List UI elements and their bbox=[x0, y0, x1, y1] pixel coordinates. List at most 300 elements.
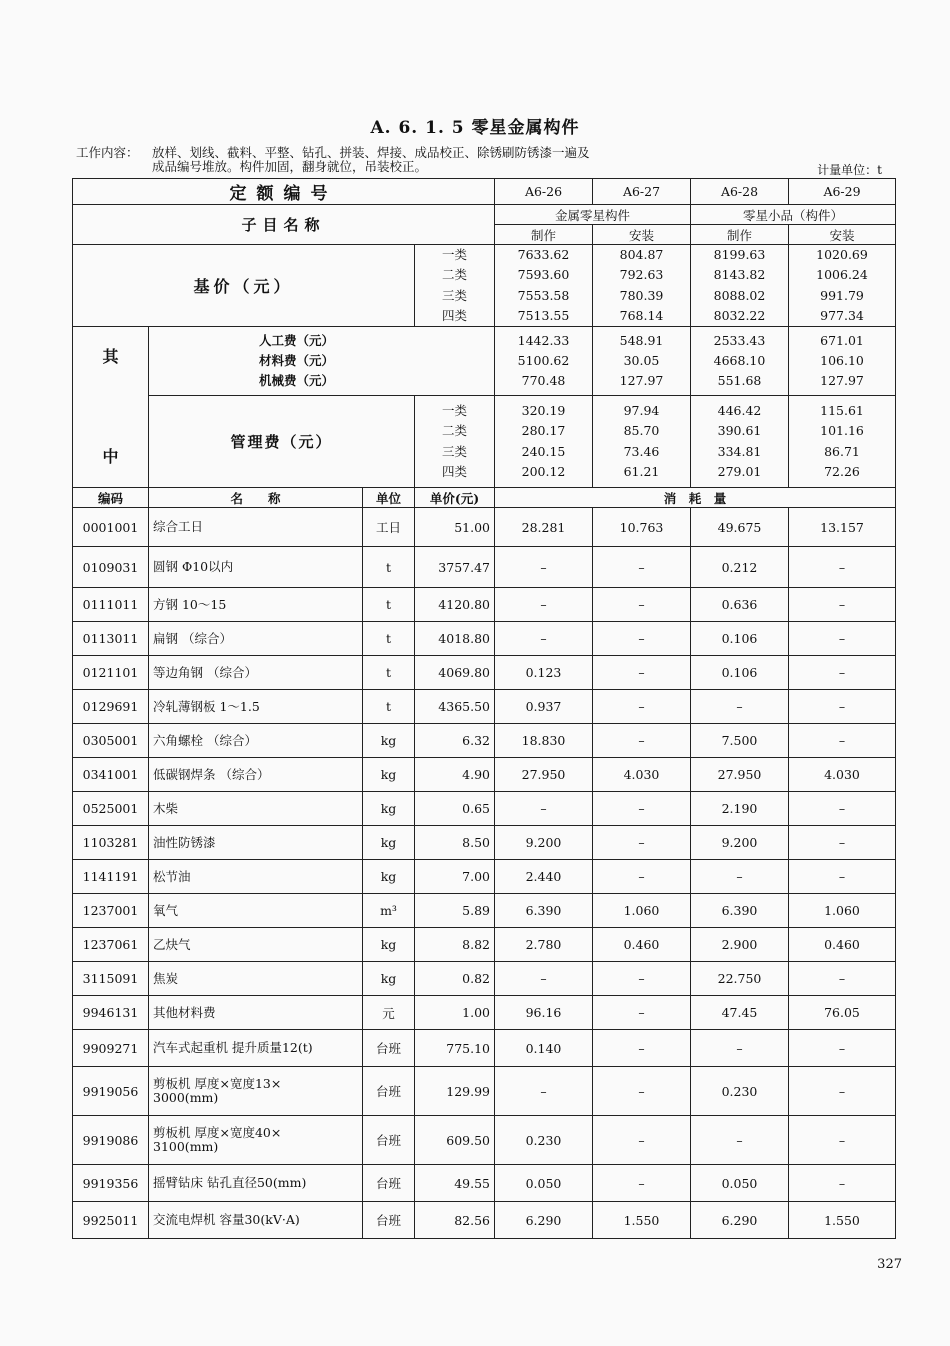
section-title: A. 6. 1. 5 零星金属构件 bbox=[370, 118, 580, 138]
item-name-text: 低碳钢焊条 （综合） bbox=[153, 766, 270, 782]
item-name bbox=[149, 588, 363, 622]
consumption-value: 2.440 bbox=[495, 860, 593, 894]
consumption-value: – bbox=[789, 547, 896, 588]
item-price: 5.89 bbox=[415, 894, 495, 928]
item-name-text: 油性防锈漆 bbox=[153, 834, 216, 850]
sub-header: 制作 bbox=[495, 225, 593, 245]
item-name-text: 交流电焊机 容量30(kV·A) bbox=[153, 1212, 300, 1228]
consumption-value: – bbox=[495, 588, 593, 622]
quota-table bbox=[72, 178, 896, 1239]
consumption-value: – bbox=[495, 962, 593, 996]
fee-value: 770.48 bbox=[521, 373, 566, 389]
item-code: 0121101 bbox=[73, 656, 149, 690]
table-row bbox=[73, 547, 896, 588]
consumption-value: – bbox=[593, 588, 691, 622]
item-unit: t bbox=[363, 547, 415, 588]
class-label: 一类 bbox=[441, 403, 467, 419]
mgmt-fee-value: 200.12 bbox=[521, 464, 566, 480]
item-unit: 台班 bbox=[363, 1202, 415, 1239]
consumption-value: – bbox=[789, 860, 896, 894]
mgmt-fee-value: 446.42 bbox=[717, 403, 762, 419]
sub-header: 安装 bbox=[593, 225, 691, 245]
mgmt-fee-values bbox=[789, 396, 896, 488]
consumption-value: 13.157 bbox=[789, 508, 896, 547]
item-name bbox=[149, 656, 363, 690]
table-row bbox=[73, 894, 896, 928]
item-unit: 台班 bbox=[363, 1030, 415, 1067]
consumption-value: – bbox=[691, 1030, 789, 1067]
item-unit: kg bbox=[363, 758, 415, 792]
consumption-value: – bbox=[789, 588, 896, 622]
consumption-value: – bbox=[789, 656, 896, 690]
mgmt-fee-values bbox=[691, 396, 789, 488]
consumption-value: – bbox=[495, 622, 593, 656]
consumption-value: 27.950 bbox=[495, 758, 593, 792]
class-list bbox=[415, 245, 495, 327]
item-unit: 台班 bbox=[363, 1067, 415, 1116]
fee-value: 106.10 bbox=[820, 353, 864, 369]
item-name-text: 摇臂钻床 钻孔直径50(mm) bbox=[153, 1175, 307, 1191]
consumption-value: – bbox=[495, 547, 593, 588]
item-code: 1141191 bbox=[73, 860, 149, 894]
measure-unit: 计量单位：t bbox=[817, 163, 882, 177]
item-code: 0305001 bbox=[73, 724, 149, 758]
consumption-value: 6.290 bbox=[495, 1202, 593, 1239]
fee-value: 5100.62 bbox=[517, 353, 570, 369]
base-price-values bbox=[789, 245, 896, 327]
base-price-value: 780.39 bbox=[619, 287, 664, 303]
fee-value: 30.05 bbox=[623, 353, 660, 369]
table-row bbox=[73, 245, 896, 327]
item-name bbox=[149, 758, 363, 792]
fee-value: 671.01 bbox=[820, 332, 864, 348]
consumption-value: – bbox=[691, 1116, 789, 1165]
table-row bbox=[73, 792, 896, 826]
item-price: 775.10 bbox=[415, 1030, 495, 1067]
item-code: 0111011 bbox=[73, 588, 149, 622]
consumption-value: 1.060 bbox=[593, 894, 691, 928]
item-name-text: 松节油 bbox=[153, 868, 191, 884]
table-row bbox=[73, 396, 896, 488]
consumption-value: 96.16 bbox=[495, 996, 593, 1030]
item-code: 9919356 bbox=[73, 1165, 149, 1202]
item-price: 4120.80 bbox=[415, 588, 495, 622]
consumption-value: 49.675 bbox=[691, 508, 789, 547]
mgmt-fee-value: 280.17 bbox=[521, 423, 566, 439]
consumption-value: – bbox=[789, 792, 896, 826]
fee-names bbox=[149, 327, 495, 396]
consumption-value: 0.123 bbox=[495, 656, 593, 690]
table-row bbox=[73, 205, 896, 225]
base-price-value: 8199.63 bbox=[713, 247, 766, 262]
item-unit: 元 bbox=[363, 996, 415, 1030]
item-code: 0113011 bbox=[73, 622, 149, 656]
consumption-value: – bbox=[593, 547, 691, 588]
item-name-text: 方钢 10～15 bbox=[153, 596, 227, 612]
class-label: 四类 bbox=[441, 307, 467, 323]
table-row bbox=[73, 928, 896, 962]
item-unit: 台班 bbox=[363, 1165, 415, 1202]
item-name bbox=[149, 1116, 363, 1165]
col-unit-header: 单位 bbox=[363, 488, 415, 508]
item-price: 4018.80 bbox=[415, 622, 495, 656]
item-price: 4.90 bbox=[415, 758, 495, 792]
consumption-value: – bbox=[789, 962, 896, 996]
item-name-text: 汽车式起重机 提升质量12(t) bbox=[153, 1040, 313, 1056]
item-code: 1103281 bbox=[73, 826, 149, 860]
item-name bbox=[149, 1202, 363, 1239]
table-row bbox=[73, 996, 896, 1030]
base-price-label: 基价（元） bbox=[73, 245, 415, 327]
item-code: 3115091 bbox=[73, 962, 149, 996]
item-price: 129.99 bbox=[415, 1067, 495, 1116]
consumption-value: 22.750 bbox=[691, 962, 789, 996]
consumption-value: – bbox=[593, 656, 691, 690]
quota-number-header: 定额编号 bbox=[73, 179, 495, 205]
item-name bbox=[149, 860, 363, 894]
table-row bbox=[73, 690, 896, 724]
base-price-value: 1006.24 bbox=[816, 267, 868, 283]
quota-code: A6-29 bbox=[789, 179, 896, 205]
of-which-char-1: 其 bbox=[102, 347, 119, 367]
item-name-text: 剪板机 厚度×宽度40× bbox=[153, 1125, 282, 1141]
consumption-value: – bbox=[691, 690, 789, 724]
item-name bbox=[149, 508, 363, 547]
item-unit: kg bbox=[363, 860, 415, 894]
item-code: 9909271 bbox=[73, 1030, 149, 1067]
consumption-value: – bbox=[789, 622, 896, 656]
table-row bbox=[73, 488, 896, 508]
mgmt-fee-value: 115.61 bbox=[820, 403, 864, 419]
item-name-text: 扁钢 （综合） bbox=[153, 630, 232, 646]
item-price: 3757.47 bbox=[415, 547, 495, 588]
item-price: 8.82 bbox=[415, 928, 495, 962]
consumption-value: – bbox=[789, 1067, 896, 1116]
consumption-value: 10.763 bbox=[593, 508, 691, 547]
item-name-text: 六角螺栓 （综合） bbox=[153, 732, 257, 748]
consumption-value: 2.780 bbox=[495, 928, 593, 962]
quota-code: A6-26 bbox=[495, 179, 593, 205]
mgmt-fee-value: 73.46 bbox=[623, 443, 660, 459]
page-number: 327 bbox=[877, 1257, 902, 1272]
consumption-value: 6.290 bbox=[691, 1202, 789, 1239]
fee-value: 127.97 bbox=[619, 373, 664, 389]
item-name bbox=[149, 962, 363, 996]
col-consume-header: 消 耗 量 bbox=[495, 488, 896, 508]
item-name bbox=[149, 792, 363, 826]
item-code: 1237061 bbox=[73, 928, 149, 962]
quota-code: A6-27 bbox=[593, 179, 691, 205]
base-price-values bbox=[691, 245, 789, 327]
item-unit: 工日 bbox=[363, 508, 415, 547]
fee-name: 机械费（元） bbox=[259, 373, 335, 389]
item-price: 6.32 bbox=[415, 724, 495, 758]
item-code: 0341001 bbox=[73, 758, 149, 792]
base-price-values bbox=[495, 245, 593, 327]
consumption-value: 0.050 bbox=[691, 1165, 789, 1202]
item-name-text-2: 3100(mm) bbox=[153, 1139, 219, 1155]
item-code: 0525001 bbox=[73, 792, 149, 826]
item-name bbox=[149, 547, 363, 588]
fee-value: 548.91 bbox=[619, 332, 664, 348]
table-row bbox=[73, 588, 896, 622]
work-content-line-1: 放样、划线、截料、平整、钻孔、拼装、焊接、成品校正、除锈刷防锈漆一遍及 bbox=[152, 145, 590, 160]
class-label: 二类 bbox=[441, 423, 467, 439]
mgmt-fee-value: 97.94 bbox=[623, 403, 660, 419]
base-price-values bbox=[593, 245, 691, 327]
item-name-text: 焦炭 bbox=[153, 970, 179, 986]
fee-values bbox=[495, 327, 593, 396]
consumption-value: – bbox=[593, 1030, 691, 1067]
item-unit: t bbox=[363, 656, 415, 690]
item-unit: kg bbox=[363, 928, 415, 962]
item-price: 0.65 bbox=[415, 792, 495, 826]
item-name-text: 木柴 bbox=[153, 800, 179, 816]
consumption-value: – bbox=[789, 724, 896, 758]
consumption-value: 0.230 bbox=[691, 1067, 789, 1116]
consumption-value: 1.060 bbox=[789, 894, 896, 928]
col-name-header: 名 称 bbox=[149, 488, 363, 508]
item-unit: t bbox=[363, 690, 415, 724]
table-row bbox=[73, 508, 896, 547]
item-price: 609.50 bbox=[415, 1116, 495, 1165]
item-price: 0.82 bbox=[415, 962, 495, 996]
consumption-value: – bbox=[593, 1067, 691, 1116]
table-row bbox=[73, 1067, 896, 1116]
item-name bbox=[149, 622, 363, 656]
consumption-value: – bbox=[495, 1067, 593, 1116]
consumption-value: 47.45 bbox=[691, 996, 789, 1030]
mgmt-fee-value: 279.01 bbox=[717, 464, 762, 480]
item-price: 82.56 bbox=[415, 1202, 495, 1239]
item-unit: kg bbox=[363, 962, 415, 996]
mgmt-fee-value: 240.15 bbox=[521, 443, 566, 459]
item-price: 4365.50 bbox=[415, 690, 495, 724]
item-name bbox=[149, 724, 363, 758]
consumption-value: 0.460 bbox=[593, 928, 691, 962]
consumption-value: 1.550 bbox=[789, 1202, 896, 1239]
item-price: 49.55 bbox=[415, 1165, 495, 1202]
mgmt-fee-value: 390.61 bbox=[717, 423, 762, 439]
fee-value: 4668.10 bbox=[713, 353, 766, 369]
item-unit: 台班 bbox=[363, 1116, 415, 1165]
item-unit: t bbox=[363, 588, 415, 622]
consumption-value: 2.900 bbox=[691, 928, 789, 962]
consumption-value: 76.05 bbox=[789, 996, 896, 1030]
consumption-value: – bbox=[495, 792, 593, 826]
consumption-value: 9.200 bbox=[495, 826, 593, 860]
base-price-value: 8088.02 bbox=[713, 287, 766, 303]
item-name bbox=[149, 1030, 363, 1067]
col-price-header: 单价(元) bbox=[415, 488, 495, 508]
consumption-value: – bbox=[593, 792, 691, 826]
consumption-value: – bbox=[789, 1165, 896, 1202]
base-price-value: 7593.60 bbox=[517, 267, 570, 283]
consumption-value: 7.500 bbox=[691, 724, 789, 758]
item-unit: kg bbox=[363, 826, 415, 860]
consumption-value: – bbox=[593, 962, 691, 996]
item-name bbox=[149, 690, 363, 724]
item-name-text: 综合工日 bbox=[153, 519, 204, 535]
mgmt-fee-value: 334.81 bbox=[717, 443, 762, 459]
base-price-value: 792.63 bbox=[619, 267, 664, 283]
fee-values bbox=[593, 327, 691, 396]
consumption-value: 6.390 bbox=[691, 894, 789, 928]
base-price-value: 7513.55 bbox=[517, 307, 570, 323]
fee-value: 2533.43 bbox=[713, 332, 766, 348]
base-price-value: 7553.58 bbox=[517, 287, 570, 303]
item-code: 0109031 bbox=[73, 547, 149, 588]
base-price-value: 977.34 bbox=[820, 307, 864, 323]
item-name-text: 氧气 bbox=[153, 902, 179, 918]
consumption-value: 4.030 bbox=[789, 758, 896, 792]
table-row bbox=[73, 1165, 896, 1202]
consumption-value: 1.550 bbox=[593, 1202, 691, 1239]
fee-values bbox=[691, 327, 789, 396]
item-price: 51.00 bbox=[415, 508, 495, 547]
fee-value: 551.68 bbox=[717, 373, 762, 389]
base-price-value: 991.79 bbox=[820, 287, 864, 303]
consumption-value: – bbox=[593, 826, 691, 860]
consumption-value: 0.106 bbox=[691, 656, 789, 690]
consumption-value: 0.636 bbox=[691, 588, 789, 622]
consumption-value: – bbox=[593, 860, 691, 894]
consumption-value: 0.212 bbox=[691, 547, 789, 588]
fee-value: 1442.33 bbox=[517, 332, 570, 348]
item-name bbox=[149, 1165, 363, 1202]
item-code: 1237001 bbox=[73, 894, 149, 928]
table-row bbox=[73, 962, 896, 996]
consumption-value: – bbox=[789, 1116, 896, 1165]
consumption-value: – bbox=[593, 1165, 691, 1202]
mgmt-class-list bbox=[415, 396, 495, 488]
consumption-value: – bbox=[789, 1030, 896, 1067]
table-row bbox=[73, 327, 896, 396]
of-which-char-2: 中 bbox=[102, 447, 119, 467]
consumption-value: – bbox=[593, 1116, 691, 1165]
consumption-value: 0.460 bbox=[789, 928, 896, 962]
item-code: 9919086 bbox=[73, 1116, 149, 1165]
item-name bbox=[149, 1067, 363, 1116]
base-price-value: 804.87 bbox=[619, 247, 664, 262]
table-row bbox=[73, 758, 896, 792]
class-label: 三类 bbox=[441, 287, 467, 303]
item-name-text-2: 3000(mm) bbox=[153, 1090, 219, 1106]
item-name bbox=[149, 826, 363, 860]
mgmt-fee-label: 管理费（元） bbox=[149, 396, 415, 488]
base-price-value: 1020.69 bbox=[816, 247, 868, 262]
mgmt-fee-values bbox=[495, 396, 593, 488]
consumption-value: 9.200 bbox=[691, 826, 789, 860]
item-code: 9919056 bbox=[73, 1067, 149, 1116]
consumption-value: 0.937 bbox=[495, 690, 593, 724]
quota-code: A6-28 bbox=[691, 179, 789, 205]
item-name-text: 圆钢 Φ10以内 bbox=[153, 559, 234, 575]
item-price: 8.50 bbox=[415, 826, 495, 860]
class-label: 四类 bbox=[441, 464, 467, 480]
mgmt-fee-values bbox=[593, 396, 691, 488]
item-code: 0001001 bbox=[73, 508, 149, 547]
base-price-value: 7633.62 bbox=[517, 247, 570, 262]
consumption-value: 0.106 bbox=[691, 622, 789, 656]
item-unit: kg bbox=[363, 792, 415, 826]
of-which-label bbox=[73, 327, 149, 488]
consumption-value: 4.030 bbox=[593, 758, 691, 792]
table-row bbox=[73, 1030, 896, 1067]
item-name-text: 乙炔气 bbox=[153, 936, 191, 952]
class-label: 一类 bbox=[441, 247, 467, 262]
item-name-header: 子目名称 bbox=[73, 205, 495, 245]
base-price-value: 8143.82 bbox=[713, 267, 766, 283]
consumption-value: 0.230 bbox=[495, 1116, 593, 1165]
fee-values bbox=[789, 327, 896, 396]
fee-value: 127.97 bbox=[820, 373, 864, 389]
consumption-value: – bbox=[691, 860, 789, 894]
item-name bbox=[149, 928, 363, 962]
sub-header: 制作 bbox=[691, 225, 789, 245]
consumption-value: 28.281 bbox=[495, 508, 593, 547]
mgmt-fee-value: 320.19 bbox=[521, 403, 566, 419]
table-row bbox=[73, 656, 896, 690]
base-price-value: 768.14 bbox=[619, 307, 664, 323]
item-unit: kg bbox=[363, 724, 415, 758]
consumption-value: – bbox=[593, 690, 691, 724]
item-price: 7.00 bbox=[415, 860, 495, 894]
item-unit: m³ bbox=[363, 894, 415, 928]
work-content-label: 工作内容： bbox=[76, 145, 139, 160]
table-row bbox=[73, 1202, 896, 1239]
table-row bbox=[73, 860, 896, 894]
table-row bbox=[73, 724, 896, 758]
consumption-value: 6.390 bbox=[495, 894, 593, 928]
item-price: 4069.80 bbox=[415, 656, 495, 690]
item-name bbox=[149, 996, 363, 1030]
mgmt-fee-value: 61.21 bbox=[623, 464, 660, 480]
item-name bbox=[149, 894, 363, 928]
work-content-line-2: 成品编号堆放。构件加固，翻身就位，吊装校正。 bbox=[152, 159, 428, 174]
base-price-value: 8032.22 bbox=[713, 307, 766, 323]
item-name-text: 等边角钢 （综合） bbox=[153, 664, 257, 680]
col-code-header: 编码 bbox=[73, 488, 149, 508]
consumption-value: – bbox=[789, 690, 896, 724]
mgmt-fee-value: 101.16 bbox=[820, 423, 864, 439]
consumption-value: 18.830 bbox=[495, 724, 593, 758]
table-row bbox=[73, 179, 896, 205]
fee-name: 材料费（元） bbox=[259, 353, 335, 369]
table-row bbox=[73, 826, 896, 860]
table-row bbox=[73, 1116, 896, 1165]
item-code: 9925011 bbox=[73, 1202, 149, 1239]
consumption-value: – bbox=[593, 996, 691, 1030]
mgmt-fee-value: 72.26 bbox=[824, 464, 860, 480]
consumption-value: – bbox=[593, 622, 691, 656]
mgmt-fee-value: 85.70 bbox=[623, 423, 660, 439]
item-name-text: 冷轧薄钢板 1～1.5 bbox=[153, 698, 260, 714]
item-name-text: 剪板机 厚度×宽度13× bbox=[153, 1076, 282, 1092]
class-label: 三类 bbox=[441, 443, 467, 459]
item-code: 0129691 bbox=[73, 690, 149, 724]
group-header: 金属零星构件 bbox=[495, 205, 691, 225]
item-price: 1.00 bbox=[415, 996, 495, 1030]
group-header: 零星小品（构件） bbox=[691, 205, 896, 225]
consumption-value: 0.140 bbox=[495, 1030, 593, 1067]
consumption-value: 0.050 bbox=[495, 1165, 593, 1202]
item-code: 9946131 bbox=[73, 996, 149, 1030]
mgmt-fee-value: 86.71 bbox=[824, 443, 860, 459]
class-label: 二类 bbox=[441, 267, 467, 283]
sub-header: 安装 bbox=[789, 225, 896, 245]
consumption-value: 2.190 bbox=[691, 792, 789, 826]
